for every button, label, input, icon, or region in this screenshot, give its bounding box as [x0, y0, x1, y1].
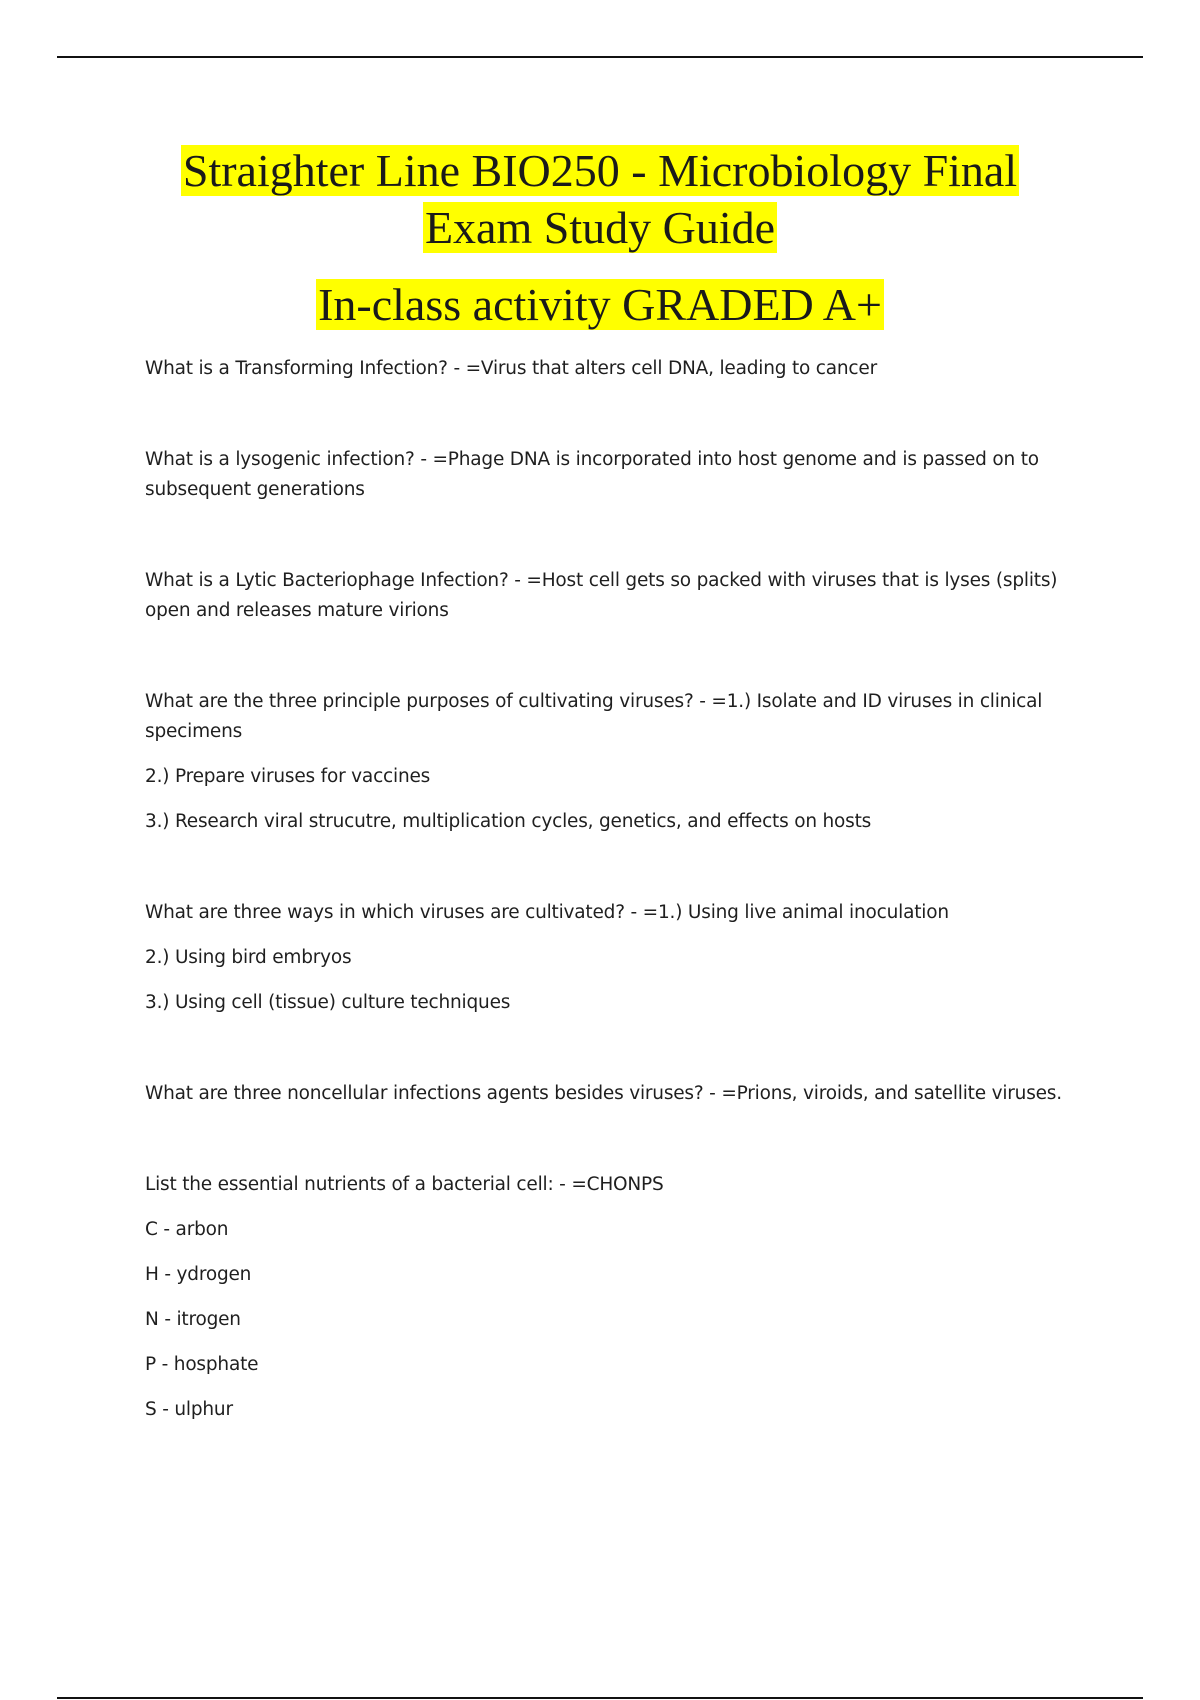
qa-item-essential-nutrients	[145, 1170, 1105, 1425]
qa-line: 2.) Using bird embryos	[145, 947, 352, 968]
qa-item-cultivating-purposes	[145, 687, 1105, 837]
document-title	[100, 142, 1100, 256]
title-line-2: Exam Study Guide	[424, 202, 776, 253]
qa-line: What is a Transforming Infection? - =Virus that alters cell DNA, leading to cancer	[145, 358, 877, 379]
qa-line: What are three noncellular infections agents besides viruses? - =Prions, viroids, and satellite viruses.	[145, 1083, 1062, 1104]
document-subtitle	[100, 276, 1100, 333]
top-rule	[57, 56, 1143, 58]
qa-item-lytic-infection	[145, 566, 1105, 626]
qa-line: N - itrogen	[145, 1309, 241, 1330]
qa-line: 2.) Prepare viruses for vaccines	[145, 766, 431, 787]
qa-list	[145, 354, 1105, 1486]
qa-item-noncellular-agents	[145, 1079, 1105, 1109]
qa-line: S - ulphur	[145, 1399, 233, 1420]
qa-line: 3.) Using cell (tissue) culture techniques	[145, 992, 511, 1013]
bottom-rule	[57, 1697, 1143, 1699]
qa-line: List the essential nutrients of a bacterial cell: - =CHONPS	[145, 1174, 664, 1195]
qa-line: C - arbon	[145, 1219, 229, 1240]
qa-line: What are the three principle purposes of cultivating viruses? - =1.) Isolate and ID viruses in clinical specimens	[145, 691, 1043, 742]
qa-item-lysogenic-infection	[145, 445, 1105, 505]
qa-item-cultivation-ways	[145, 898, 1105, 1018]
subtitle-text: In-class activity GRADED A+	[318, 279, 882, 330]
qa-line: What are three ways in which viruses are cultivated? - =1.) Using live animal inoculation	[145, 902, 949, 923]
qa-line: What is a lysogenic infection? - =Phage DNA is incorporated into host genome and is passed on to subsequent generations	[145, 449, 1039, 500]
title-line-1: Straighter Line BIO250 - Microbiology Final	[182, 145, 1018, 196]
document-title-block	[100, 142, 1100, 333]
qa-line: P - hosphate	[145, 1354, 259, 1375]
qa-line: What is a Lytic Bacteriophage Infection? - =Host cell gets so packed with viruses that is lyses (splits) open and releases mature virions	[145, 570, 1058, 621]
qa-line: H - ydrogen	[145, 1264, 252, 1285]
qa-line: 3.) Research viral strucutre, multiplication cycles, genetics, and effects on hosts	[145, 811, 872, 832]
qa-item-transforming-infection	[145, 354, 1105, 384]
